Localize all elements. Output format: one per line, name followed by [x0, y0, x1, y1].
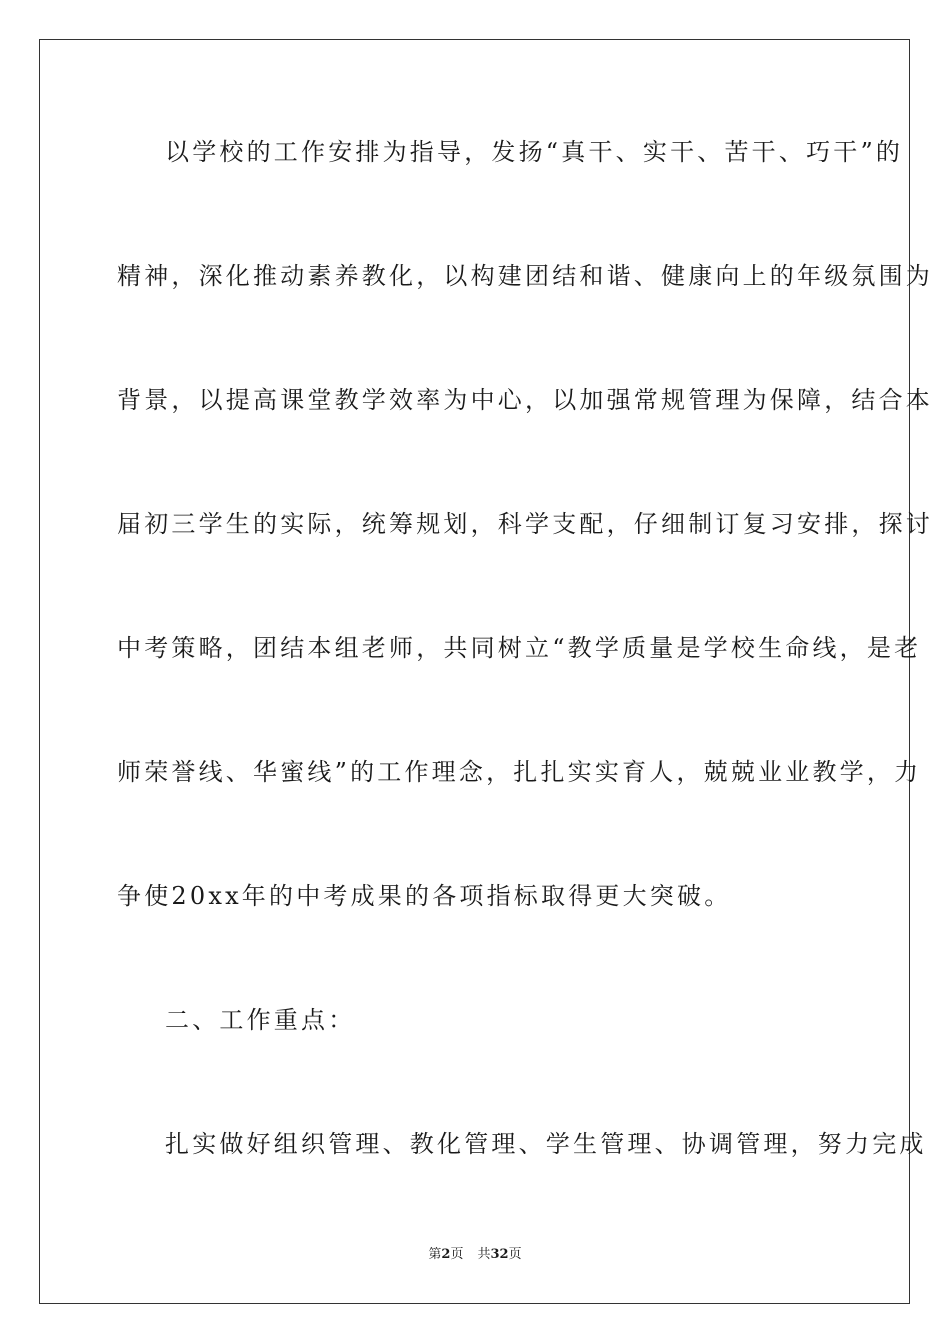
body-text-line-6: 师荣誉线、华蜜线”的工作理念，扎扎实实育人，兢兢业业教学，力 [117, 758, 922, 786]
page-border [39, 39, 933, 1304]
body-text-line-7: 争使20xx年的中考成果的各项指标取得更大突破。 [117, 882, 732, 910]
body-text-line-5: 中考策略，团结本组老师，共同树立“教学质量是学校生命线，是老 [117, 634, 922, 662]
section-heading: 二、工作重点： [165, 1006, 356, 1034]
body-text-line-2: 精神，深化推动素养教化，以构建团结和谐、健康向上的年级氛围为 [117, 262, 933, 290]
page-suffix: 页 [450, 1247, 464, 1262]
body-text-line-3: 背景，以提高课堂教学效率为中心，以加强常规管理为保障，结合本 [117, 386, 933, 414]
body-text-line-1: 以学校的工作安排为指导，发扬“真干、实干、苦干、巧干”的 [165, 138, 904, 166]
page-prefix: 第 [428, 1247, 442, 1262]
body-text-line-4: 届初三学生的实际，统筹规划，科学支配，仔细制订复习安排，探讨 [117, 510, 933, 538]
total-suffix: 页 [508, 1247, 522, 1262]
page-number: 2 [441, 1247, 451, 1262]
body-text-line-9: 扎实做好组织管理、教化管理、学生管理、协调管理，努力完成 [165, 1130, 927, 1158]
page-footer [0, 1246, 950, 1264]
total-pages: 32 [490, 1247, 509, 1262]
total-prefix: 共 [477, 1247, 491, 1262]
